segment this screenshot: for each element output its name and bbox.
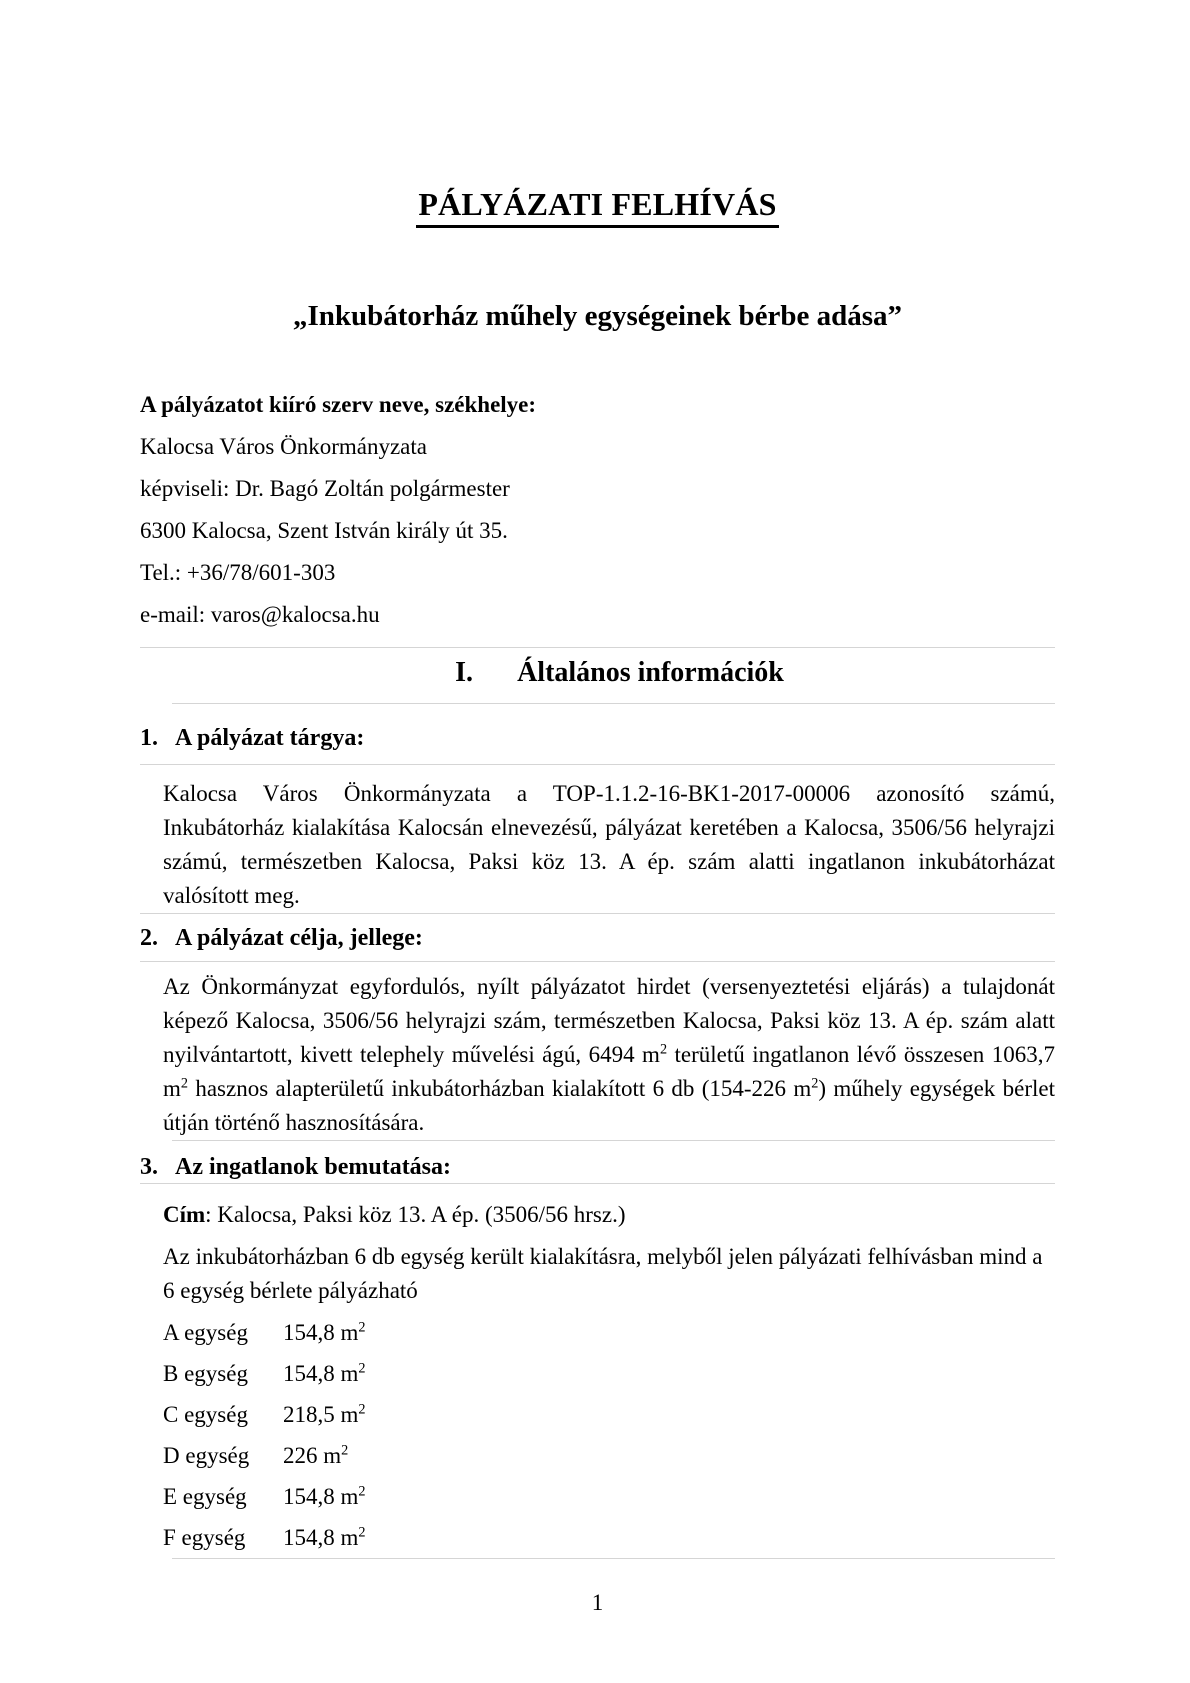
document-subtitle: „Inkubátorház műhely egységeinek bérbe adása” <box>292 299 903 332</box>
address-label: Cím <box>163 1201 206 1227</box>
unit-row <box>163 1353 1055 1394</box>
item-1-number: 1. <box>140 724 158 751</box>
item-2-heading-text: A pályázat célja, jellege: <box>175 924 423 951</box>
unit-area: 218,5 $m^2$ <box>283 1401 366 1427</box>
issuer-heading: A pályázatot kiíró szerv neve, székhelye: <box>140 391 537 417</box>
issuer-line-phone: Tel.: +36/78/601-303 <box>140 559 336 585</box>
divider <box>140 764 1055 765</box>
divider <box>140 913 1055 914</box>
issuer-line-email: e-mail: varos@kalocsa.hu <box>140 601 380 627</box>
divider <box>172 1558 1055 1559</box>
title-wrap <box>140 0 1055 228</box>
unit-row <box>163 1517 1055 1558</box>
issuer-line-address: 6300 Kalocsa, Szent István király út 35. <box>140 517 508 543</box>
document-title: PÁLYÁZATI FELHÍVÁS <box>416 186 778 228</box>
unit-area: 154,8 $m^2$ <box>283 1319 366 1345</box>
item-3-number: 3. <box>140 1153 158 1180</box>
unit-list <box>163 1312 1055 1558</box>
item-1-body: Kalocsa Város Önkormányzata a TOP-1.1.2-16-BK1-2017-00006 azonosító számú, Inkubátorház kialakítása Kalocsán elnevezésű, pályázat keretében a Kalocsa, 3506/56 helyrajzi számú, természetben Kalocsa, Paksi köz 13. A ép. szám alatti ingatlanon inkubátorházat valósított meg. <box>163 780 1055 908</box>
address-value: : Kalocsa, Paksi köz 13. A ép. (3506/56 hrsz.) <box>205 1201 626 1227</box>
divider <box>172 703 1055 704</box>
item-3-heading <box>140 1151 1055 1183</box>
unit-name: F egység <box>163 1524 246 1550</box>
issuer-line-representative: képviseli: Dr. Bagó Zoltán polgármester <box>140 475 510 501</box>
unit-row <box>163 1394 1055 1435</box>
unit-area: 154,8 $m^2$ <box>283 1360 366 1386</box>
item-2-heading <box>140 922 1055 954</box>
divider <box>140 647 1055 648</box>
issuer-block <box>140 384 1055 636</box>
unit-area: 154,8 $m^2$ <box>283 1483 366 1509</box>
item-2-number: 2. <box>140 924 158 951</box>
section-heading <box>162 655 1077 691</box>
section-numeral: I. <box>455 656 474 688</box>
page-number: 1 <box>591 1589 604 1615</box>
unit-name: D egység <box>163 1442 250 1468</box>
unit-row <box>163 1435 1055 1476</box>
item-1-heading <box>140 722 1055 754</box>
section-title: Általános információk <box>517 656 784 688</box>
unit-area: 226 $m^2$ <box>283 1442 349 1468</box>
divider <box>172 1140 1055 1141</box>
unit-name: B egység <box>163 1360 248 1386</box>
divider <box>140 1183 1055 1184</box>
item-1-heading-text: A pályázat tárgya: <box>175 724 365 751</box>
unit-name: C egység <box>163 1401 248 1427</box>
unit-row <box>163 1476 1055 1517</box>
item-3-heading-text: Az ingatlanok bemutatása: <box>175 1153 452 1180</box>
unit-area: 154,8 $m^2$ <box>283 1524 366 1550</box>
unit-name: A egység <box>163 1319 248 1345</box>
address-line <box>163 1198 1055 1232</box>
unit-row <box>163 1312 1055 1353</box>
unit-name: E egység <box>163 1483 247 1509</box>
divider <box>140 961 1055 962</box>
item-2-body: Az Önkormányzat egyfordulós, nyílt pályázatot hirdet (versenyeztetési eljárás) a tulajdonát képező Kalocsa, 3506/56 helyrajzi szám, természetben Kalocsa, Paksi köz 13. A ép. szám alatt nyilvántartott, kivett telephely művelési ágú, 6494 $m^2$ területű ingatlanon lévő összesen 1063,7 $m^2$ hasznos alapterületű inkubátorházban kialakított 6 db (154-226 $m^2$) műhely egységek bérlet útján történő hasznosítására. <box>163 973 1055 1135</box>
issuer-line-name: Kalocsa Város Önkormányzata <box>140 433 427 459</box>
units-intro: Az inkubátorházban 6 db egység került kialakításra, melyből jelen pályázati felhívásban mind a 6 egység bérlete pályázható <box>163 1243 1043 1303</box>
